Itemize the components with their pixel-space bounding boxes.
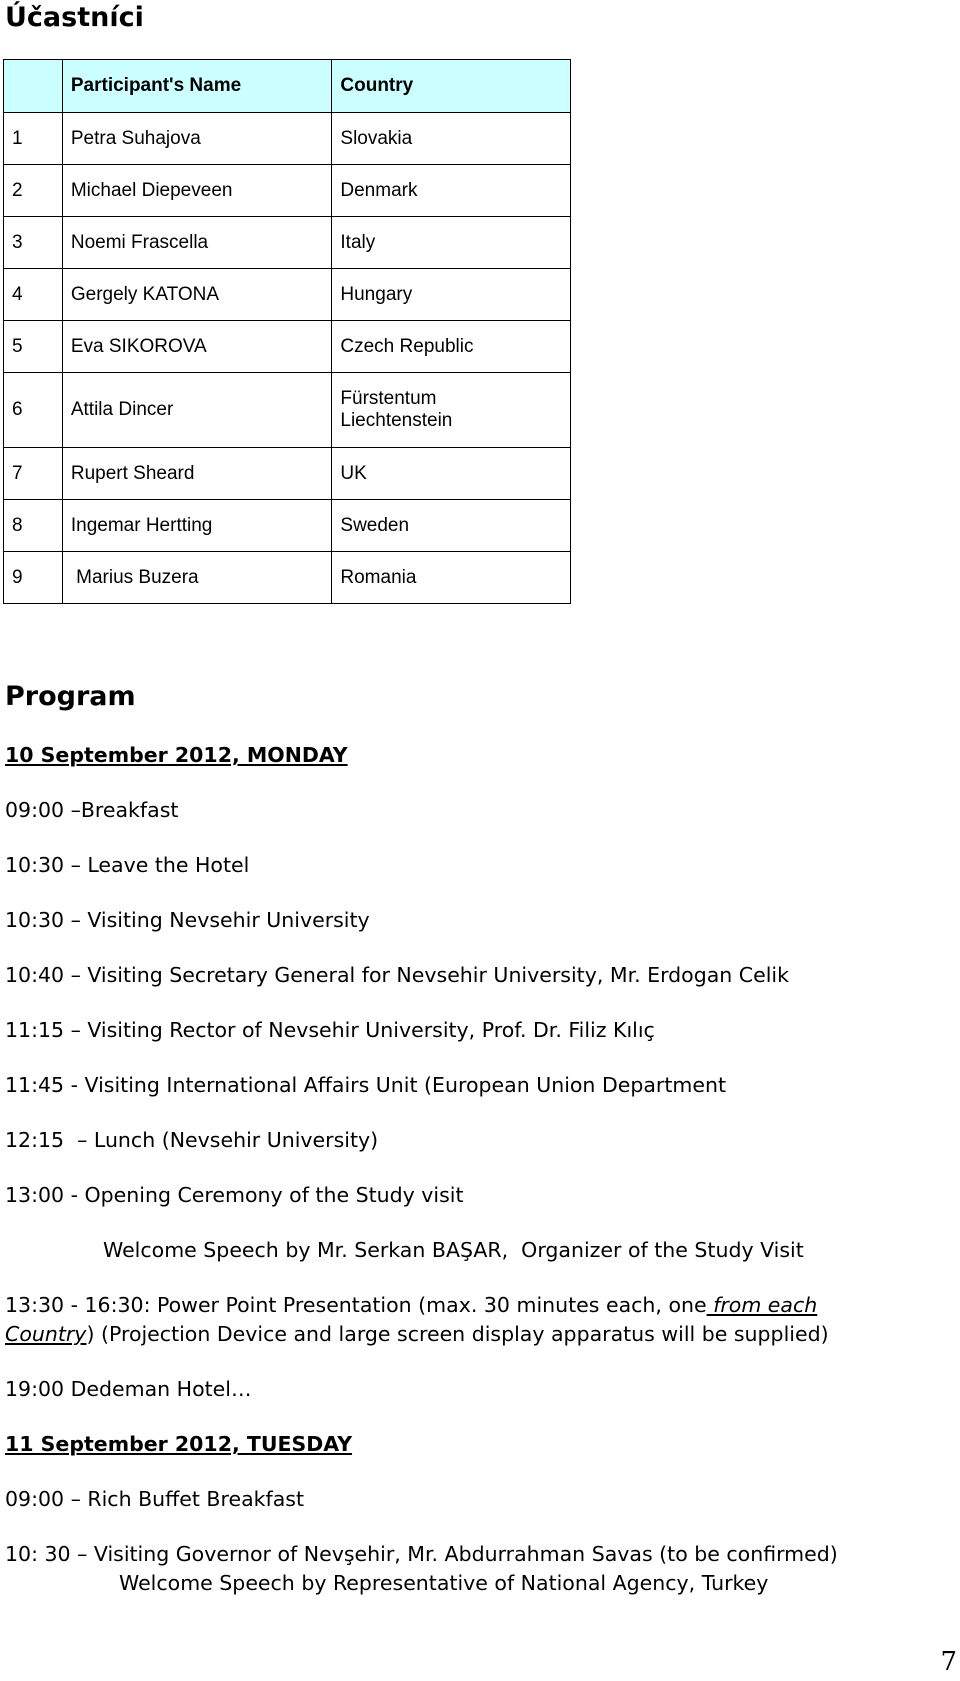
schedule-item-line: 10: 30 – Visiting Governor of Nevşehir, Mr. Abdurrahman Savas (to be confirmed)	[5, 1542, 838, 1566]
participant-country: Czech Republic	[332, 321, 571, 373]
presentation-text-3: Country	[5, 1322, 87, 1346]
presentation-text-1: 13:30 - 16:30: Power Point Presentation (max. 30 minutes each, one	[5, 1293, 707, 1317]
page-number: 7	[940, 1647, 957, 1677]
program-title: Program	[5, 681, 136, 712]
page-title: Účastníci	[5, 2, 144, 33]
participant-country: Hungary	[332, 269, 571, 321]
participant-name: Eva SIKOROVA	[62, 321, 332, 373]
row-number: 7	[4, 448, 63, 500]
row-number: 9	[4, 552, 63, 604]
program-schedule	[5, 741, 955, 1624]
participant-name: Marius Buzera	[62, 552, 332, 604]
row-number: 5	[4, 321, 63, 373]
table-row	[4, 113, 571, 165]
schedule-item-speech: Welcome Speech by Mr. Serkan BAŞAR, Organizer of the Study Visit	[103, 1238, 804, 1262]
row-number: 4	[4, 269, 63, 321]
participant-name: Rupert Sheard	[62, 448, 332, 500]
column-header-name: Participant's Name	[62, 60, 332, 113]
table-row	[4, 165, 571, 217]
row-number: 3	[4, 217, 63, 269]
schedule-item: 09:00 – Rich Buffet Breakfast	[5, 1487, 305, 1511]
participant-country: Italy	[332, 217, 571, 269]
participant-name: Ingemar Hertting	[62, 500, 332, 552]
row-number: 8	[4, 500, 63, 552]
schedule-item: 13:00 - Opening Ceremony of the Study visit	[5, 1183, 464, 1207]
row-number: 6	[4, 373, 63, 448]
participant-country: Denmark	[332, 165, 571, 217]
table-row	[4, 321, 571, 373]
participant-name: Petra Suhajova	[62, 113, 332, 165]
schedule-item: 19:00 Dedeman Hotel…	[5, 1377, 252, 1401]
table-row	[4, 217, 571, 269]
country-line-1: Fürstentum	[340, 388, 437, 409]
column-header-number	[4, 60, 63, 113]
schedule-item: 10:40 – Visiting Secretary General for Nevsehir University, Mr. Erdogan Celik	[5, 963, 789, 987]
row-number: 1	[4, 113, 63, 165]
schedule-item: 11:15 – Visiting Rector of Nevsehir University, Prof. Dr. Filiz Kılıç	[5, 1018, 655, 1042]
row-number: 2	[4, 165, 63, 217]
schedule-item	[5, 1540, 955, 1598]
participant-name: Attila Dincer	[62, 373, 332, 448]
participant-country: Slovakia	[332, 113, 571, 165]
column-header-country: Country	[332, 60, 571, 113]
participant-country	[332, 373, 571, 448]
participant-name: Michael Diepeveen	[62, 165, 332, 217]
presentation-text-2: from each	[706, 1293, 818, 1317]
participant-country: Sweden	[332, 500, 571, 552]
participant-name: Noemi Frascella	[62, 217, 332, 269]
participant-country: UK	[332, 448, 571, 500]
schedule-item: 10:30 – Leave the Hotel	[5, 853, 250, 877]
schedule-item-presentation	[5, 1291, 955, 1349]
schedule-item: 10:30 – Visiting Nevsehir University	[5, 908, 370, 932]
schedule-item: 09:00 –Breakfast	[5, 798, 179, 822]
country-line-2: Liechtenstein	[340, 410, 453, 431]
table-row	[4, 552, 571, 604]
table-row	[4, 269, 571, 321]
day-heading: 11 September 2012, TUESDAY	[5, 1432, 353, 1456]
table-row	[4, 373, 571, 448]
table-row	[4, 448, 571, 500]
schedule-item-line: Welcome Speech by Representative of National Agency, Turkey	[119, 1571, 769, 1595]
participant-country: Romania	[332, 552, 571, 604]
participants-table	[3, 59, 571, 604]
participant-name: Gergely KATONA	[62, 269, 332, 321]
table-row	[4, 500, 571, 552]
day-heading: 10 September 2012, MONDAY	[5, 743, 348, 767]
presentation-text-4: ) (Projection Device and large screen display apparatus will be supplied)	[86, 1322, 829, 1346]
schedule-item: 11:45 - Visiting International Affairs Unit (European Union Department	[5, 1073, 726, 1097]
schedule-item: 12:15 – Lunch (Nevsehir University)	[5, 1128, 379, 1152]
table-header-row	[4, 60, 571, 113]
